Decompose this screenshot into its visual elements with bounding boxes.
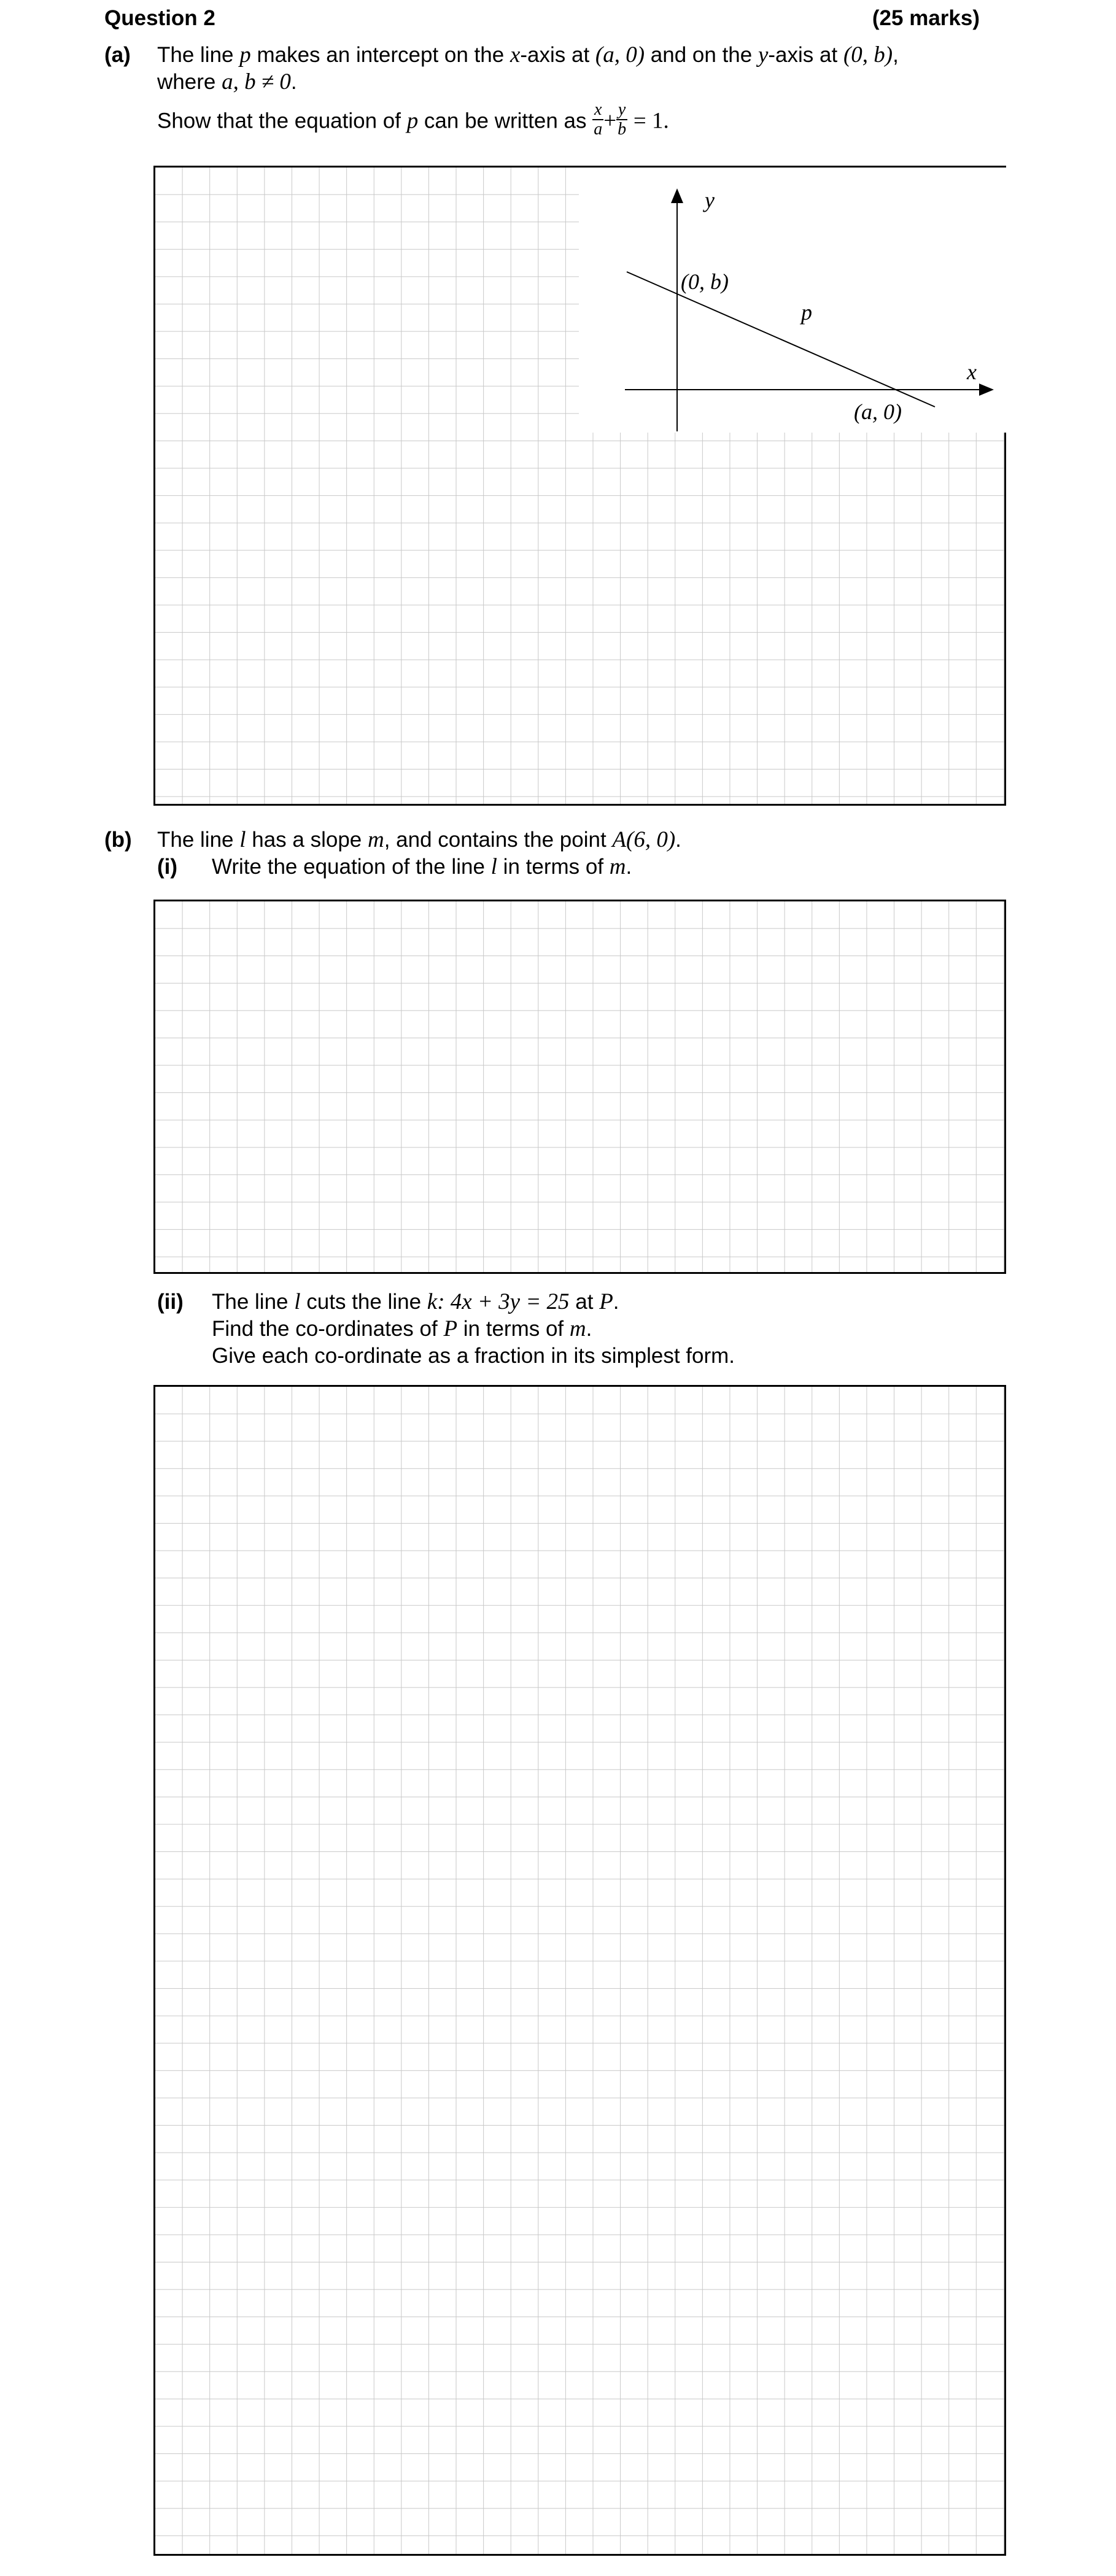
math-expr: (0, b) (843, 42, 893, 67)
line-p (627, 272, 935, 407)
fraction-denominator: a (594, 120, 603, 139)
math-var: m (569, 1316, 586, 1341)
text-span: . (586, 1317, 592, 1341)
math-var: l (239, 827, 246, 852)
question-title: Question 2 (104, 6, 215, 30)
intercept-diagram (579, 168, 1006, 433)
part-b-ii-label: (ii) (157, 1290, 184, 1314)
math-var: P (599, 1289, 613, 1314)
text-span: at (569, 1290, 600, 1314)
plus-sign: + (603, 108, 617, 134)
part-a-line1 (157, 42, 899, 69)
fraction-y-over-b (616, 101, 627, 139)
math-var: P (443, 1316, 458, 1341)
line-p-label: p (801, 300, 812, 325)
part-a-label: (a) (104, 43, 131, 67)
marks-label: (25 marks) (872, 6, 980, 30)
answer-box-a[interactable] (153, 166, 1006, 806)
math-var: p (406, 108, 419, 134)
part-b-i-label: (i) (157, 855, 178, 879)
part-b-ii-line2 (212, 1316, 592, 1343)
fraction-numerator: x (592, 101, 603, 120)
fraction-denominator: b (618, 120, 627, 139)
text-span: has a slope (246, 828, 368, 852)
part-b-i-text (212, 854, 632, 881)
fraction-numerator: y (616, 101, 627, 120)
text-span: , (893, 43, 899, 67)
text-span: and on the (645, 43, 758, 67)
text-span: . (675, 828, 681, 852)
part-b-label: (b) (104, 828, 132, 852)
text-span: makes an intercept on the (250, 43, 510, 67)
math-expr: a, b ≠ 0 (222, 69, 291, 94)
fraction-x-over-a (592, 101, 603, 139)
diagram-area (579, 168, 1006, 433)
equals-one: = 1. (633, 108, 669, 134)
text-span: , and contains the point (384, 828, 613, 852)
text-span: The line (212, 1290, 295, 1314)
part-b-line1 (157, 827, 681, 854)
text-span: Show that the equation of (157, 109, 407, 133)
text-span: The line (157, 43, 240, 67)
math-expr: A(6, 0) (612, 827, 676, 852)
text-span: -axis at (768, 43, 843, 67)
y-axis-label: y (705, 188, 715, 212)
text-span: in terms of (457, 1317, 570, 1341)
text-span: . (626, 855, 632, 879)
part-a-line2 (157, 69, 297, 96)
math-var: p (239, 42, 251, 67)
text-span: Find the co-ordinates of (212, 1317, 444, 1341)
text-span: . (290, 70, 297, 94)
math-expr: k: 4x + 3y = 25 (427, 1289, 570, 1314)
math-var: y (758, 42, 769, 67)
text-span: Write the equation of the line (212, 855, 491, 879)
part-a-line3 (157, 100, 669, 141)
math-var: l (490, 854, 497, 879)
math-expr: (a, 0) (595, 42, 645, 67)
text-span: where (157, 70, 222, 94)
text-span: -axis at (520, 43, 595, 67)
math-var: m (609, 854, 626, 879)
math-var: l (294, 1289, 301, 1314)
answer-box-b-ii[interactable] (153, 1385, 1006, 2556)
math-var: x (510, 42, 521, 67)
text-span: cuts the line (300, 1290, 427, 1314)
x-axis-label: x (967, 360, 977, 384)
text-span: . (613, 1290, 619, 1314)
math-var: m (368, 827, 384, 852)
part-b-ii-line3: Give each co-ordinate as a fraction in its simplest form. (212, 1344, 735, 1368)
text-span: in terms of (497, 855, 610, 879)
part-b-ii-line1 (212, 1289, 619, 1316)
text-span: can be written as (418, 109, 593, 133)
point-y-intercept-label: (0, b) (681, 269, 729, 294)
answer-box-b-i[interactable] (153, 900, 1006, 1274)
point-x-intercept-label: (a, 0) (854, 399, 902, 424)
text-span: The line (157, 828, 240, 852)
